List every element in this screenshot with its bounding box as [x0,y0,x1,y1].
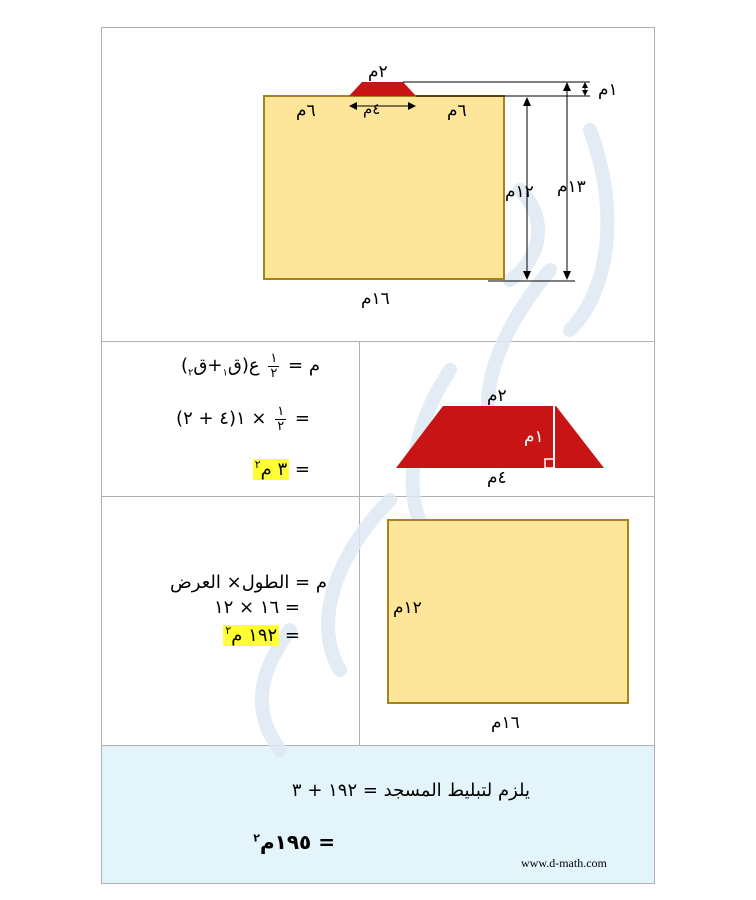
rectangle-area-formula: م = الطول× العرض [170,572,327,593]
trapezoid-bottom-label: ٤م [487,468,507,488]
rectangle-width-label: ١٦م [491,713,520,733]
equals-sign: = [318,830,335,854]
left-width-label: ٦م [296,101,316,121]
top-trapezoid-top-label: ٢م [368,62,388,82]
rectangle-height-label: ١٢م [393,598,422,618]
rect-width-label: ١٦م [361,289,390,309]
equals-sign: = [284,625,300,646]
trapezoid-result-value: ٣ م [260,459,288,480]
subscript-1: ١ [222,367,228,379]
top-trapezoid-bottom-label: ٤م [363,100,381,118]
summary-result [230,832,335,852]
formula-close: ) [181,355,189,377]
summary-result-value: ١٩٥م [259,830,312,854]
right-width-label: ٦م [447,101,467,121]
fraction-denominator: ٢ [277,418,285,434]
formula-plus-base: +ق [193,355,223,377]
equals-sign: = [294,408,310,430]
rect-height-label: ١٢م [505,182,534,202]
superscript-2: ٢ [225,624,232,637]
step-2-expression: × ١(٤ + ٢) [176,408,267,430]
small-height-label: ١م [598,80,618,100]
equals-sign: = [294,459,310,480]
fraction-denominator: ٢ [270,365,278,381]
trapezoid-top-label: ٢م [487,386,507,406]
website-label: www.d-math.com [521,856,607,870]
formula-lhs: م = [288,355,320,377]
yellow-rectangle [388,520,628,703]
fraction-numerator: ١ [277,404,285,419]
superscript-2: ٢ [253,831,260,845]
summary-line-1: يلزم لتبليط المسجد = ١٩٢ + ٣ [291,780,530,801]
rectangle-step-2: = ١٦ × ١٢ [213,597,300,618]
superscript-2: ٢ [254,458,261,471]
total-height-label: ١٣م [557,177,586,197]
formula-height-base: ع(ق [227,355,260,377]
fraction-numerator: ١ [270,351,278,366]
subscript-2: ٢ [188,367,194,379]
rectangle-result-value: ١٩٢ م [231,625,278,646]
trapezoid-height-label: ١م [524,427,544,447]
